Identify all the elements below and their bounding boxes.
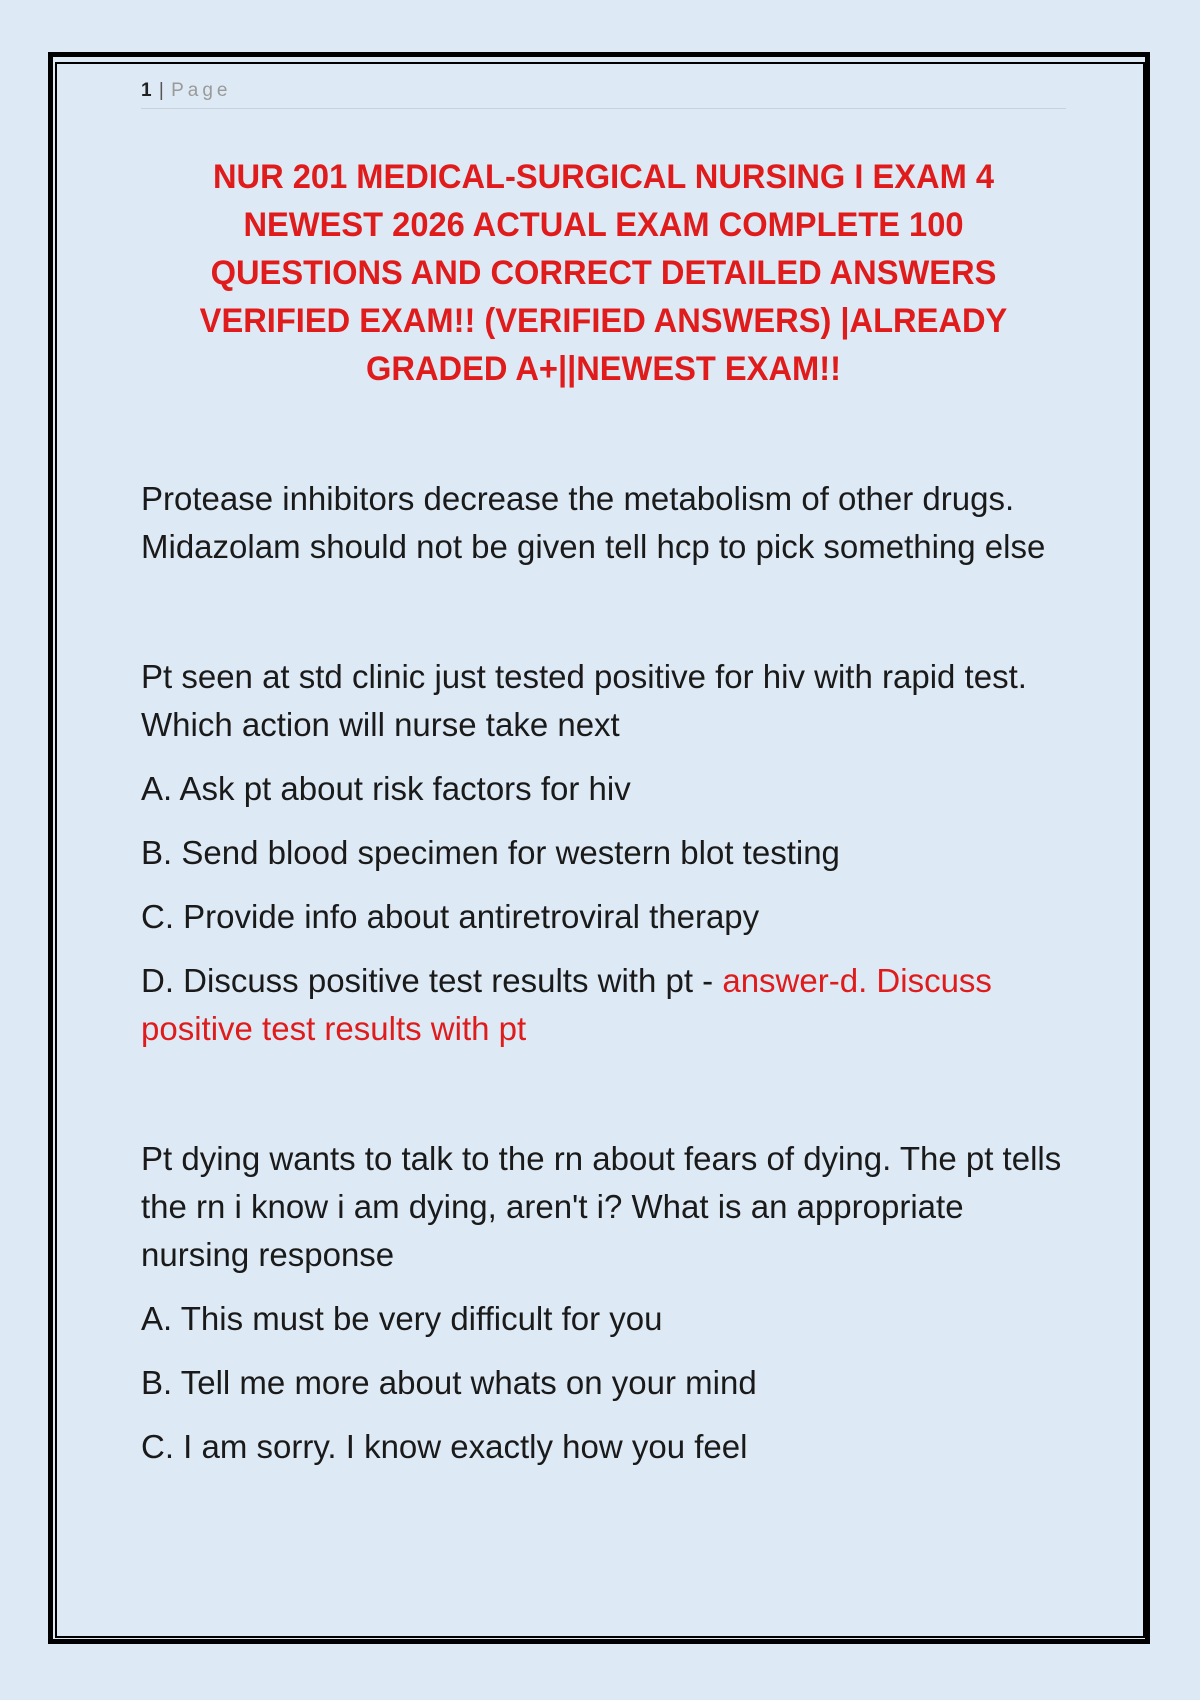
page-header xyxy=(141,80,1066,109)
question-1-option-c: C. Provide info about antiretroviral therapy xyxy=(141,898,760,935)
question-2 xyxy=(141,1135,1066,1471)
question-2-option-a: A. This must be very difficult for you xyxy=(141,1300,663,1337)
question-1-option-b: B. Send blood specimen for western blot testing xyxy=(141,834,840,871)
question-1 xyxy=(141,653,1066,1053)
question-1-option-a: A. Ask pt about risk factors for hiv xyxy=(141,770,631,807)
page-content xyxy=(141,80,1066,1471)
note-protease-inhibitors: Protease inhibitors decrease the metabolism of other drugs. Midazolam should not be given tell hcp to pick something else xyxy=(141,480,1046,565)
question-2-option-c: C. I am sorry. I know exactly how you feel xyxy=(141,1428,748,1465)
document-title: NUR 201 MEDICAL-SURGICAL NURSING I EXAM 4 NEWEST 2026 ACTUAL EXAM COMPLETE 100 QUESTIONS AND CORRECT DETAILED ANSWERS VERIFIED EXAM!! (VERIFIED ANSWERS) |ALREADY GRADED A+||NEWEST EXAM!! xyxy=(199,158,1008,388)
question-1-option-d-text: D. Discuss positive test results with pt - xyxy=(141,962,723,999)
question-2-option-b: B. Tell me more about whats on your mind xyxy=(141,1364,757,1401)
question-2-stem: Pt dying wants to talk to the rn about fears of dying. The pt tells the rn i know i am dying, aren't i? What is an appropriate nursing response xyxy=(141,1140,1062,1273)
question-1-answer: answer-d. Discuss positive test results with pt xyxy=(141,962,992,1047)
page-number: 1 xyxy=(141,80,153,101)
question-1-stem: Pt seen at std clinic just tested positive for hiv with rapid test. Which action will nurse take next xyxy=(141,658,1027,743)
question-1-option-d xyxy=(141,957,1066,1053)
page-label: Page xyxy=(171,80,232,101)
page-header-separator: | xyxy=(158,80,165,101)
